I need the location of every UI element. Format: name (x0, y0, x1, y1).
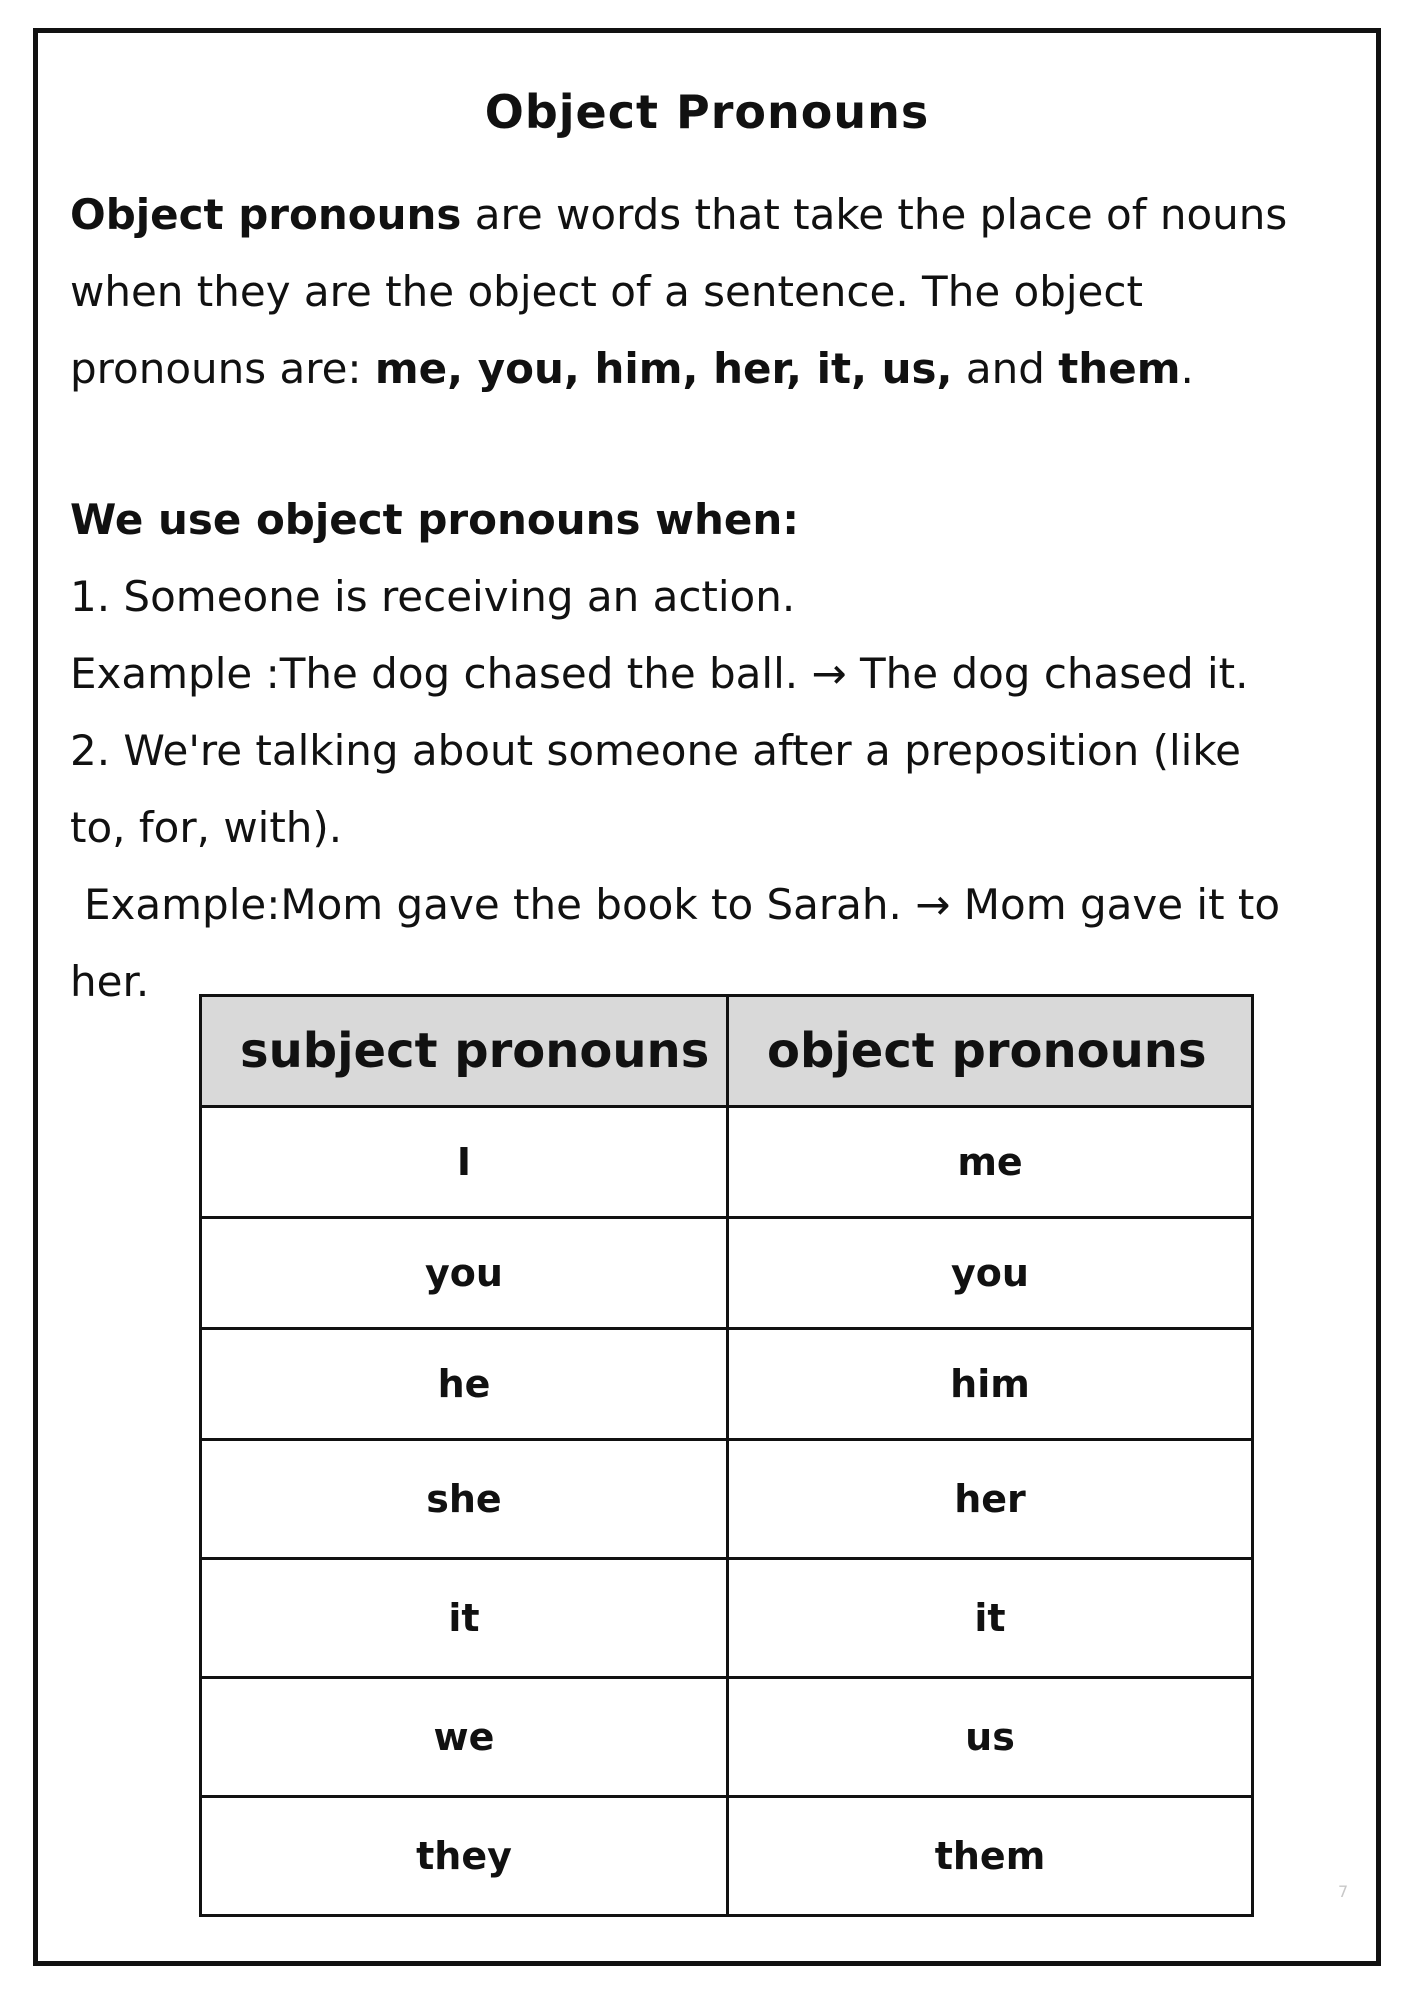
intro-paragraph (70, 176, 1355, 407)
object-pronoun-cell: it (728, 1559, 1253, 1678)
table-row (201, 1559, 1253, 1678)
table-row (201, 1107, 1253, 1218)
subject-pronoun-cell: she (201, 1440, 728, 1559)
subject-pronoun-cell: it (201, 1559, 728, 1678)
pronoun-list: me, you, him, her, it, us, (374, 344, 953, 393)
page-title: Object Pronouns (484, 85, 930, 139)
table-row (201, 1678, 1253, 1797)
header-subject-pronouns: subject pronouns (201, 996, 728, 1107)
table-header-row (201, 996, 1253, 1107)
table-row (201, 1797, 1253, 1916)
usage-section (70, 481, 1365, 1020)
subject-pronoun-cell: they (201, 1797, 728, 1916)
intro-line-3-prefix: pronouns are: (70, 344, 375, 393)
object-pronoun-cell: you (728, 1218, 1253, 1329)
intro-line-1-rest: are words that take the place of nouns (461, 190, 1288, 239)
object-pronoun-cell: them (728, 1797, 1253, 1916)
object-pronoun-cell: him (728, 1329, 1253, 1440)
object-pronoun-cell: me (728, 1107, 1253, 1218)
usage-heading: We use object pronouns when: (70, 495, 800, 544)
header-object-pronouns: object pronouns (728, 996, 1253, 1107)
usage-example-2-line-2: her. (70, 957, 150, 1006)
intro-line-2: when they are the object of a sentence. The object (70, 267, 1143, 316)
subject-pronoun-cell: you (201, 1218, 728, 1329)
subject-pronoun-cell: I (201, 1107, 728, 1218)
usage-example-2-line-1: Example:Mom gave the book to Sarah. → Mom gave it to (84, 880, 1281, 929)
pronoun-list-and: and (952, 344, 1059, 393)
intro-line-1 (70, 176, 1355, 253)
term-object-pronouns: Object pronouns (70, 190, 462, 239)
table-row (201, 1329, 1253, 1440)
object-pronoun-cell: us (728, 1678, 1253, 1797)
page-number: 7 (1338, 1882, 1349, 1901)
subject-pronoun-cell: we (201, 1678, 728, 1797)
usage-item-2-line-1: 2. We're talking about someone after a preposition (like (70, 726, 1242, 775)
table-row (201, 1440, 1253, 1559)
usage-example-1: Example :The dog chased the ball. → The dog chased it. (70, 649, 1249, 698)
usage-item-1: 1. Someone is receiving an action. (70, 572, 796, 621)
pronoun-table (199, 994, 1254, 1917)
usage-item-2-line-2: to, for, with). (70, 803, 343, 852)
subject-pronoun-cell: he (201, 1329, 728, 1440)
pronoun-list-end: . (1180, 344, 1194, 393)
intro-line-3 (70, 330, 1355, 407)
pronoun-list-last: them (1058, 344, 1181, 393)
table-row (201, 1218, 1253, 1329)
object-pronoun-cell: her (728, 1440, 1253, 1559)
